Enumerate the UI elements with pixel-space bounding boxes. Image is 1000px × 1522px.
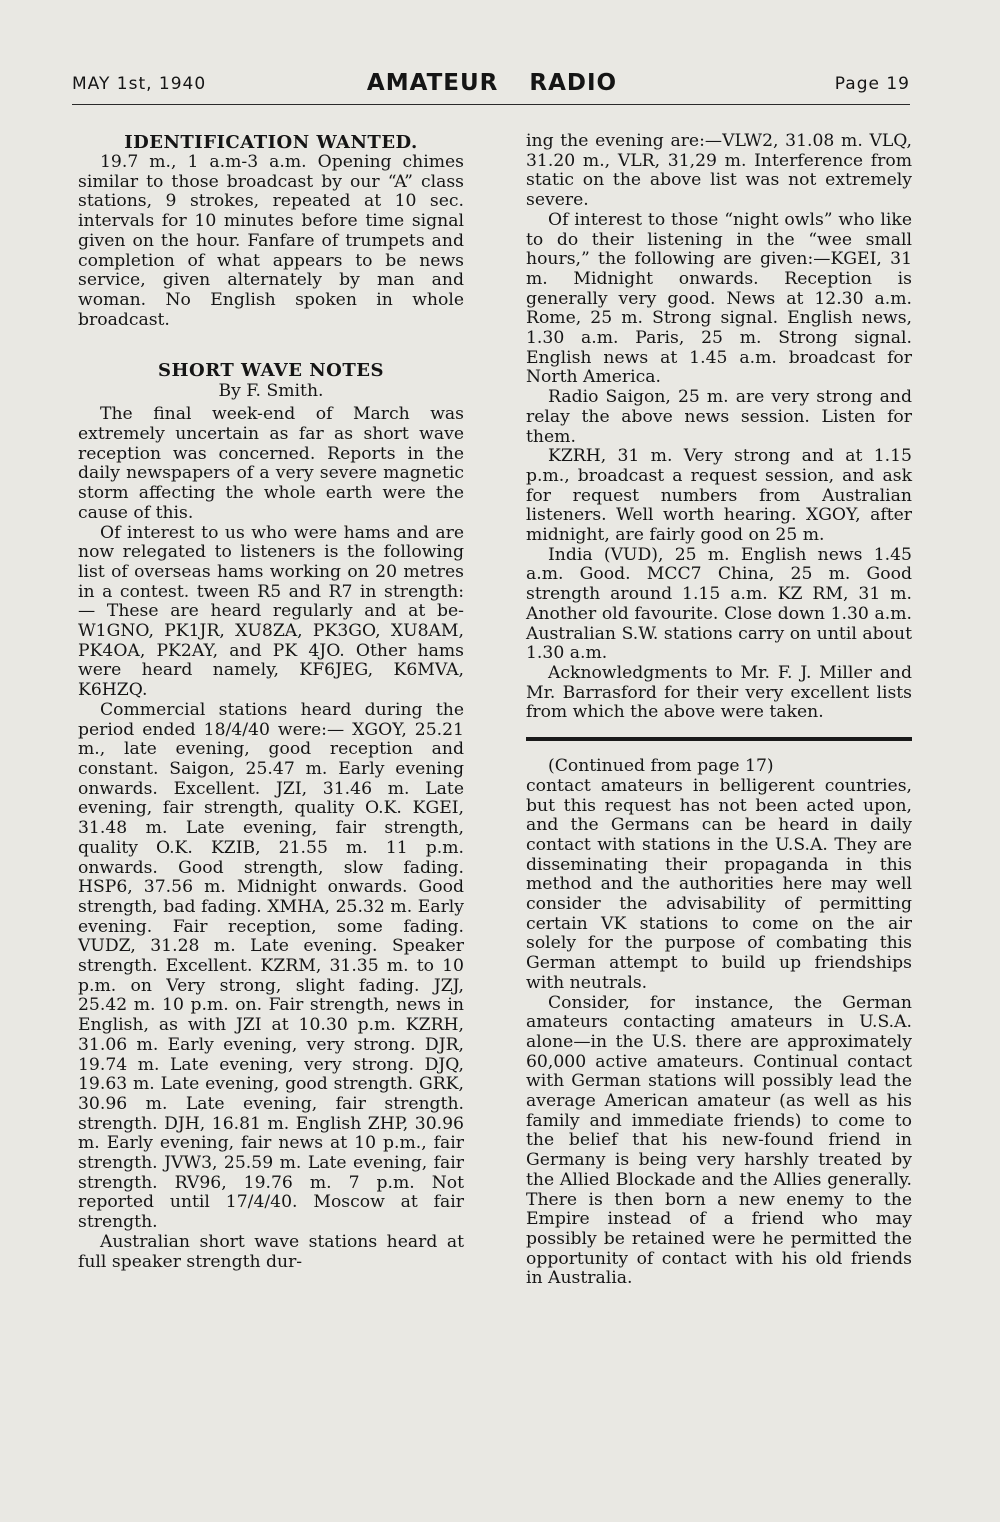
article-paragraph: Acknowledgments to Mr. F. J. Miller and Mr. Barrasford for their very excellent lists from which the above were taken.: [526, 662, 912, 723]
left-column: [78, 132, 464, 1272]
identification-paragraph: 19.7 m., 1 a.m-3 a.m. Opening chimes similar to those broadcast by our “A” class stations, 9 strokes, repeated at 10 sec. intervals for 10 minutes before time signal given on the hour. Fanfare of trumpets and completion of what appears to be news service, given alternately by man and woman. No English spoken in whole broadcast.: [78, 152, 464, 330]
article-paragraph: India (VUD), 25 m. English news 1.45 a.m. Good. MCC7 China, 25 m. Good strength around 1.15 a.m. KZ RM, 31 m. Another old favourite. Close down 1.30 a.m. Australian S.W. stations carry on until about 1.30 a.m.: [526, 544, 912, 664]
article-paragraph: Commercial stations heard during the period ended 18/4/40 were:— XGOY, 25.21 m., late evening, good reception and constant. Saigon, 25.47 m. Early evening onwards. Excellent. JZI, 31.46 m. Late evening, fair strength, quality O.K. KGEI, 31.48 m. Late evening, fair strength, quality O.K. KZIB, 21.55 m. 11 p.m. onwards. Good strength, slow fading. HSP6, 37.56 m. Midnight onwards. Good strength, bad fading. XMHA, 25.32 m. Early evening. Fair reception, some fading. VUDZ, 31.28 m. Late evening. Speaker strength. Excellent. KZRM, 31.35 m. to 10 p.m. on Very strong, slight fading. JZJ, 25.42 m. 10 p.m. on. Fair strength, news in English, as with JZI at 10.30 p.m. KZRH, 31.06 m. Early evening, very strong. DJR, 19.74 m. Late evening, very strong. DJQ, 19.63 m. Late evening, good strength. GRK, 30.96 m. Late evening, fair strength. strength. DJH, 16.81 m. English ZHP, 30.96 m. Early evening, fair news at 10 p.m., fair strength. JVW3, 25.59 m. Late evening, fair strength. RV96, 19.76 m. 7 p.m. Not reported until 17/4/40. Moscow at fair strength.: [78, 699, 464, 1233]
page-number: Page 19: [834, 74, 910, 94]
article-paragraph: ing the evening are:—VLW2, 31.08 m. VLQ, 31.20 m., VLR, 31,29 m. Interference from static on the above list was not extremely severe.: [526, 131, 912, 211]
article-paragraph: Of interest to those “night owls” who like to do their listening in the “wee small hours,” the following are given:—KGEI, 31 m. Midnight onwards. Reception is generally very good. News at 12.30 a.m. Rome, 25 m. Strong signal. English news, 1.30 a.m. Paris, 25 m. Strong signal. English news at 1.45 a.m. broadcast for North America.: [526, 209, 912, 388]
short-wave-notes-heading: SHORT WAVE NOTES: [158, 360, 384, 382]
article-paragraph: Australian short wave stations heard at full speaker strength dur-: [78, 1231, 464, 1272]
article-paragraph: contact amateurs in belligerent countries, but this request has not been acted upon, and the Germans can be heard in daily contact with stations in the U.S.A. They are disseminating their propaganda in this method and the authorities here may well consider the advisability of permitting certain VK stations to come on the air solely for the purpose of combating this German attempt to build up friendships with neutrals.: [526, 775, 912, 993]
magazine-title: AMATEUR RADIO: [366, 70, 618, 96]
article-paragraph: Of interest to us who were hams and are now relegated to listeners is the following list of overseas hams working on 20 metres in a contest. tween R5 and R7 in strength:— These are heard regularly and at be-W1GNO, PK1JR, XU8ZA, PK3GO, XU8AM, PK4OA, PK2AY, and PK 4JO. Other hams were heard namely, KF6JEG, K6MVA, K6HZQ.: [78, 522, 464, 701]
right-column: [526, 132, 912, 1289]
continued-note: (Continued from page 17): [548, 756, 774, 777]
section-gap: [78, 330, 464, 360]
section-divider: [526, 737, 912, 741]
article-paragraph: KZRH, 31 m. Very strong and at 1.15 p.m., broadcast a request session, and ask for request numbers from Australian listeners. Well worth hearing. XGOY, after midnight, are fairly good on 25 m.: [526, 446, 912, 546]
page-header: [72, 70, 910, 105]
article-paragraph: The final week-end of March was extremely uncertain as far as short wave reception was concerned. Reports in the daily newspapers of a very severe magnetic storm affecting the whole earth were the cause of this.: [78, 404, 464, 523]
article-paragraph: Consider, for instance, the German amateurs contacting amateurs in U.S.A. alone—in the U.S. there are approximately 60,000 active amateurs. Continual contact with German stations will possibly lead the average American amateur (as well as his family and immediate friends) to come to the belief that his new-found friend in Germany is being very harshly treated by the Allied Blockade and the Allies generally. There is then born a new enemy to the Empire instead of a friend who may possibly be retained were he permitted the opportunity of contact with his old friends in Australia.: [526, 992, 912, 1289]
identification-wanted-heading: IDENTIFICATION WANTED.: [124, 132, 418, 153]
issue-date: MAY 1st, 1940: [72, 74, 207, 94]
author-byline: By F. Smith.: [218, 381, 324, 402]
article-paragraph: Radio Saigon, 25 m. are very strong and relay the above news session. Listen for them.: [526, 387, 912, 447]
